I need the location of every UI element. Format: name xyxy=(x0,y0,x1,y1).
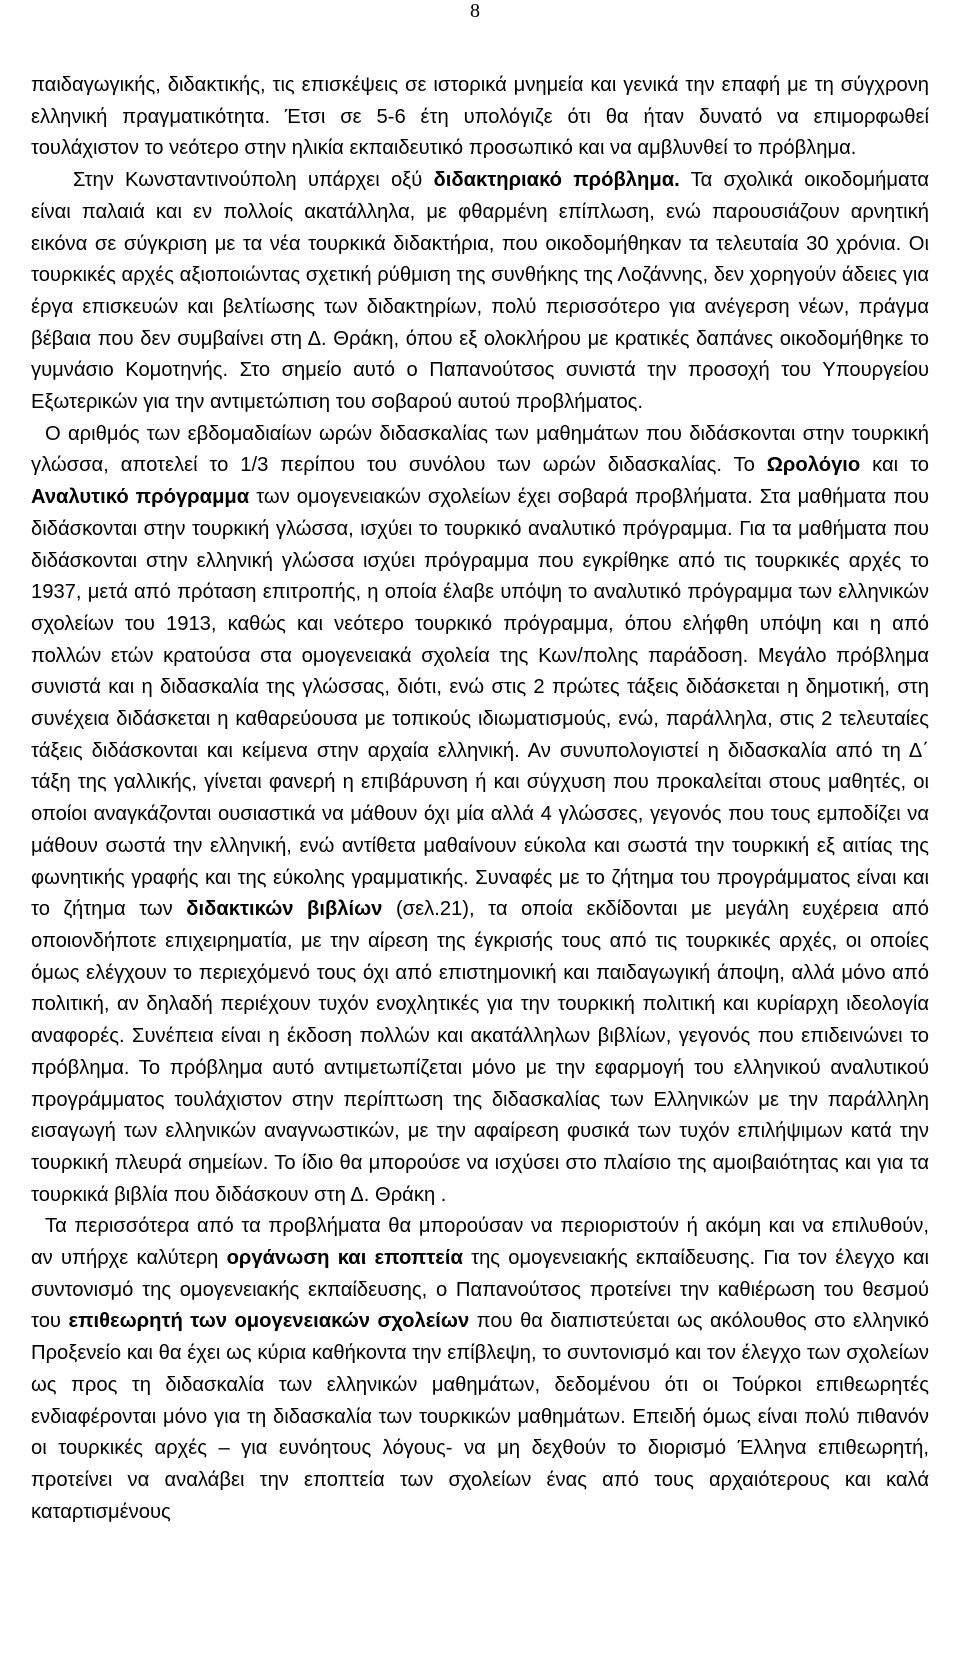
text-run: (σελ.21), τα οποία εκδίδονται με μεγάλη ευχέρεια από οποιονδήποτε επιχειρηματία, με την αίρεση της έγκρισής τους από τις τουρκικές αρχές, οι οποίες όμως ελέγχουν το περιεχόμενό τους όχι από επιστημονική και παιδαγωγική άποψη, αλλά μόνο από πολιτική, αν δηλαδή περιέχουν τυχόν ενοχλητικές για την τουρκική πολιτική και κυρίαρχη ιδεολογία αναφορές. Συνέπεια είναι η έκδοση πολλών και ακατάλληλων βιβλίων, γεγονός που επιδεινώνει το πρόβλημα. Το πρόβλημα αυτό αντιμετωπίζεται μόνο με την εφαρμογή του ελληνικού αναλυτικού προγράμματος τουλάχιστον στην περίπτωση της διδασκαλίας των Ελληνικών με την παράλληλη εισαγωγή των ελληνικών αναγνωστικών, με την αφαίρεση φυσικά των τυχόν επιλήψιμων κατά την τουρκική πλευρά σημείων. Το ίδιο θα μπορούσε να ισχύσει στο πλαίσιο της αμοιβαιότητας και για τα τουρκικά βιβλία που διδάσκουν στη Δ. Θράκη . xyxy=(31,898,929,1206)
text-run: της ομογενειακής εκπαίδευσης. Για τον έλεγχο και συντονισμό της ομογενειακής εκπαίδευσης, ο Παπανούτσος προτείνει την καθιέρωση του θεσμού του xyxy=(31,1247,929,1333)
paragraph xyxy=(31,165,929,419)
bold-text: οργάνωση και εποπτεία xyxy=(226,1247,463,1270)
bold-text: διδακτικών βιβλίων xyxy=(186,898,383,921)
bold-text: διδακτηριακό πρόβλημα. xyxy=(433,169,680,192)
paragraph xyxy=(31,1211,929,1528)
body-text xyxy=(31,70,929,1528)
paragraph xyxy=(31,70,929,165)
page-number: 8 xyxy=(470,0,480,22)
paragraph xyxy=(31,419,929,1212)
text-run: των ομογενειακών σχολείων έχει σοβαρά προβλήματα. Στα μαθήματα που διδάσκονται στην τουρκική γλώσσα, ισχύει το τουρκικό αναλυτικό πρόγραμμα. Για τα μαθήματα που διδάσκονται στην ελληνική γλώσσα ισχύει πρόγραμμα που εγκρίθηκε από τις τουρκικές αρχές το 1937, μετά από πρόταση επιτροπής, η οποία έλαβε υπόψη το αναλυτικό πρόγραμμα των ελληνικών σχολείων του 1913, καθώς και νεότερο τουρκικό πρόγραμμα, όπου ελήφθη υπόψη και η από πολλών ετών κρατούσα στα ομογενειακά σχολεία της Κων/πολης παράδοση. Μεγάλο πρόβλημα συνιστά και η διδασκαλία της γλώσσας, διότι, ενώ στις 2 πρώτες τάξεις διδάσκεται η δημοτική, στη συνέχεια διδάσκεται η καθαρεύουσα με τοπικούς ιδιωματισμούς, ενώ, παράλληλα, στις 2 τελευταίες τάξεις διδάσκονται και κείμενα στην αρχαία ελληνική. Αν συνυπολογιστεί η διδασκαλία από τη Δ΄ τάξη της γαλλικής, γίνεται φανερή η επιβάρυνση ή και σύγχυση που προκαλείται στους μαθητές, οι οποίοι αναγκάζονται ουσιαστικά να μάθουν όχι μία αλλά 4 γλώσσες, γεγονός που τους εμποδίζει να μάθουν σωστά την ελληνική, ενώ αντίθετα μαθαίνουν εύκολα και σωστά την τουρκική εξ αιτίας της φωνητικής γραφής και της εύκολης γραμματικής. Συναφές με το ζήτημα του προγράμματος είναι και το ζήτημα των xyxy=(31,486,929,921)
text-run: Ο αριθμός των εβδομαδιαίων ωρών διδασκαλίας των μαθημάτων που διδάσκονται στην τουρκική γλώσσα, αποτελεί το 1/3 περίπου του συνόλου των ωρών διδασκαλίας. Το xyxy=(31,422,929,477)
bold-text: επιθεωρητή των ομογενειακών σχολείων xyxy=(68,1310,470,1333)
text-run: Στην Κωνσταντινούπολη υπάρχει οξύ xyxy=(73,169,434,192)
bold-text: Ωρολόγιο xyxy=(766,454,861,477)
text-run: παιδαγωγικής, διδακτικής, τις επισκέψεις σε ιστορικά μνημεία και γενικά την επαφή με τη σύγχρονη ελληνική πραγματικότητα. Έτσι σε 5-6 έτη υπολόγιζε ότι θα ήταν δυνατό να επιμορφωθεί τουλάχιστον το νεότερο στην ηλικία εκπαιδευτικό προσωπικό και να αμβλυνθεί το πρόβλημα. xyxy=(31,74,929,160)
text-run: Τα σχολικά οικοδομήματα είναι παλαιά και εν πολλοίς ακατάλληλα, με φθαρμένη επίπλωση, ενώ παρουσιάζουν αρνητική εικόνα σε σύγκριση με τα νέα τουρκικά διδακτήρια, που οικοδομήθηκαν τα τελευταία 30 χρόνια. Οι τουρκικές αρχές αξιοποιώντας σχετική ρύθμιση της συνθήκης της Λοζάννης, δεν χορηγούν άδειες για έργα επισκευών και βελτίωσης των διδακτηρίων, πολύ περισσότερο για ανέγερση νέων, πράγμα βέβαια που δεν συμβαίνει στη Δ. Θράκη, όπου εξ ολοκλήρου με κρατικές δαπάνες οικοδομήθηκε το γυμνάσιο Κομοτηνής. Στο σημείο αυτό ο Παπανούτσος συνιστά την προσοχή του Υπουργείου Εξωτερικών για την αντιμετώπιση του σοβαρού αυτού προβλήματος. xyxy=(31,169,929,414)
text-run: που θα διαπιστεύεται ως ακόλουθος στο ελληνικό Προξενείο και θα έχει ως κύρια καθήκοντα την επίβλεψη, το συντονισμό και τον έλεγχο των σχολείων ως προς τη διδασκαλία των ελληνικών μαθημάτων, δεδομένου ότι οι Τούρκοι επιθεωρητές ενδιαφέρονται μόνο για τη διδασκαλία των τουρκικών μαθημάτων. Επειδή όμως είναι πολύ πιθανόν οι τουρκικές αρχές – για ευνόητους λόγους- να μη δεχθούν το διορισμό Έλληνα επιθεωρητή, προτείνει να αναλάβει την εποπτεία των σχολείων ένας από τους αρχαιότερους και καλά καταρτισμένους xyxy=(31,1310,929,1523)
text-run: Τα περισσότερα από τα προβλήματα θα μπορούσαν να περιοριστούν ή ακόμη και να επιλυθούν, αν υπήρχε καλύτερη xyxy=(31,1215,929,1270)
bold-text: Αναλυτικό πρόγραμμα xyxy=(31,486,250,509)
text-run: και το xyxy=(860,454,929,477)
